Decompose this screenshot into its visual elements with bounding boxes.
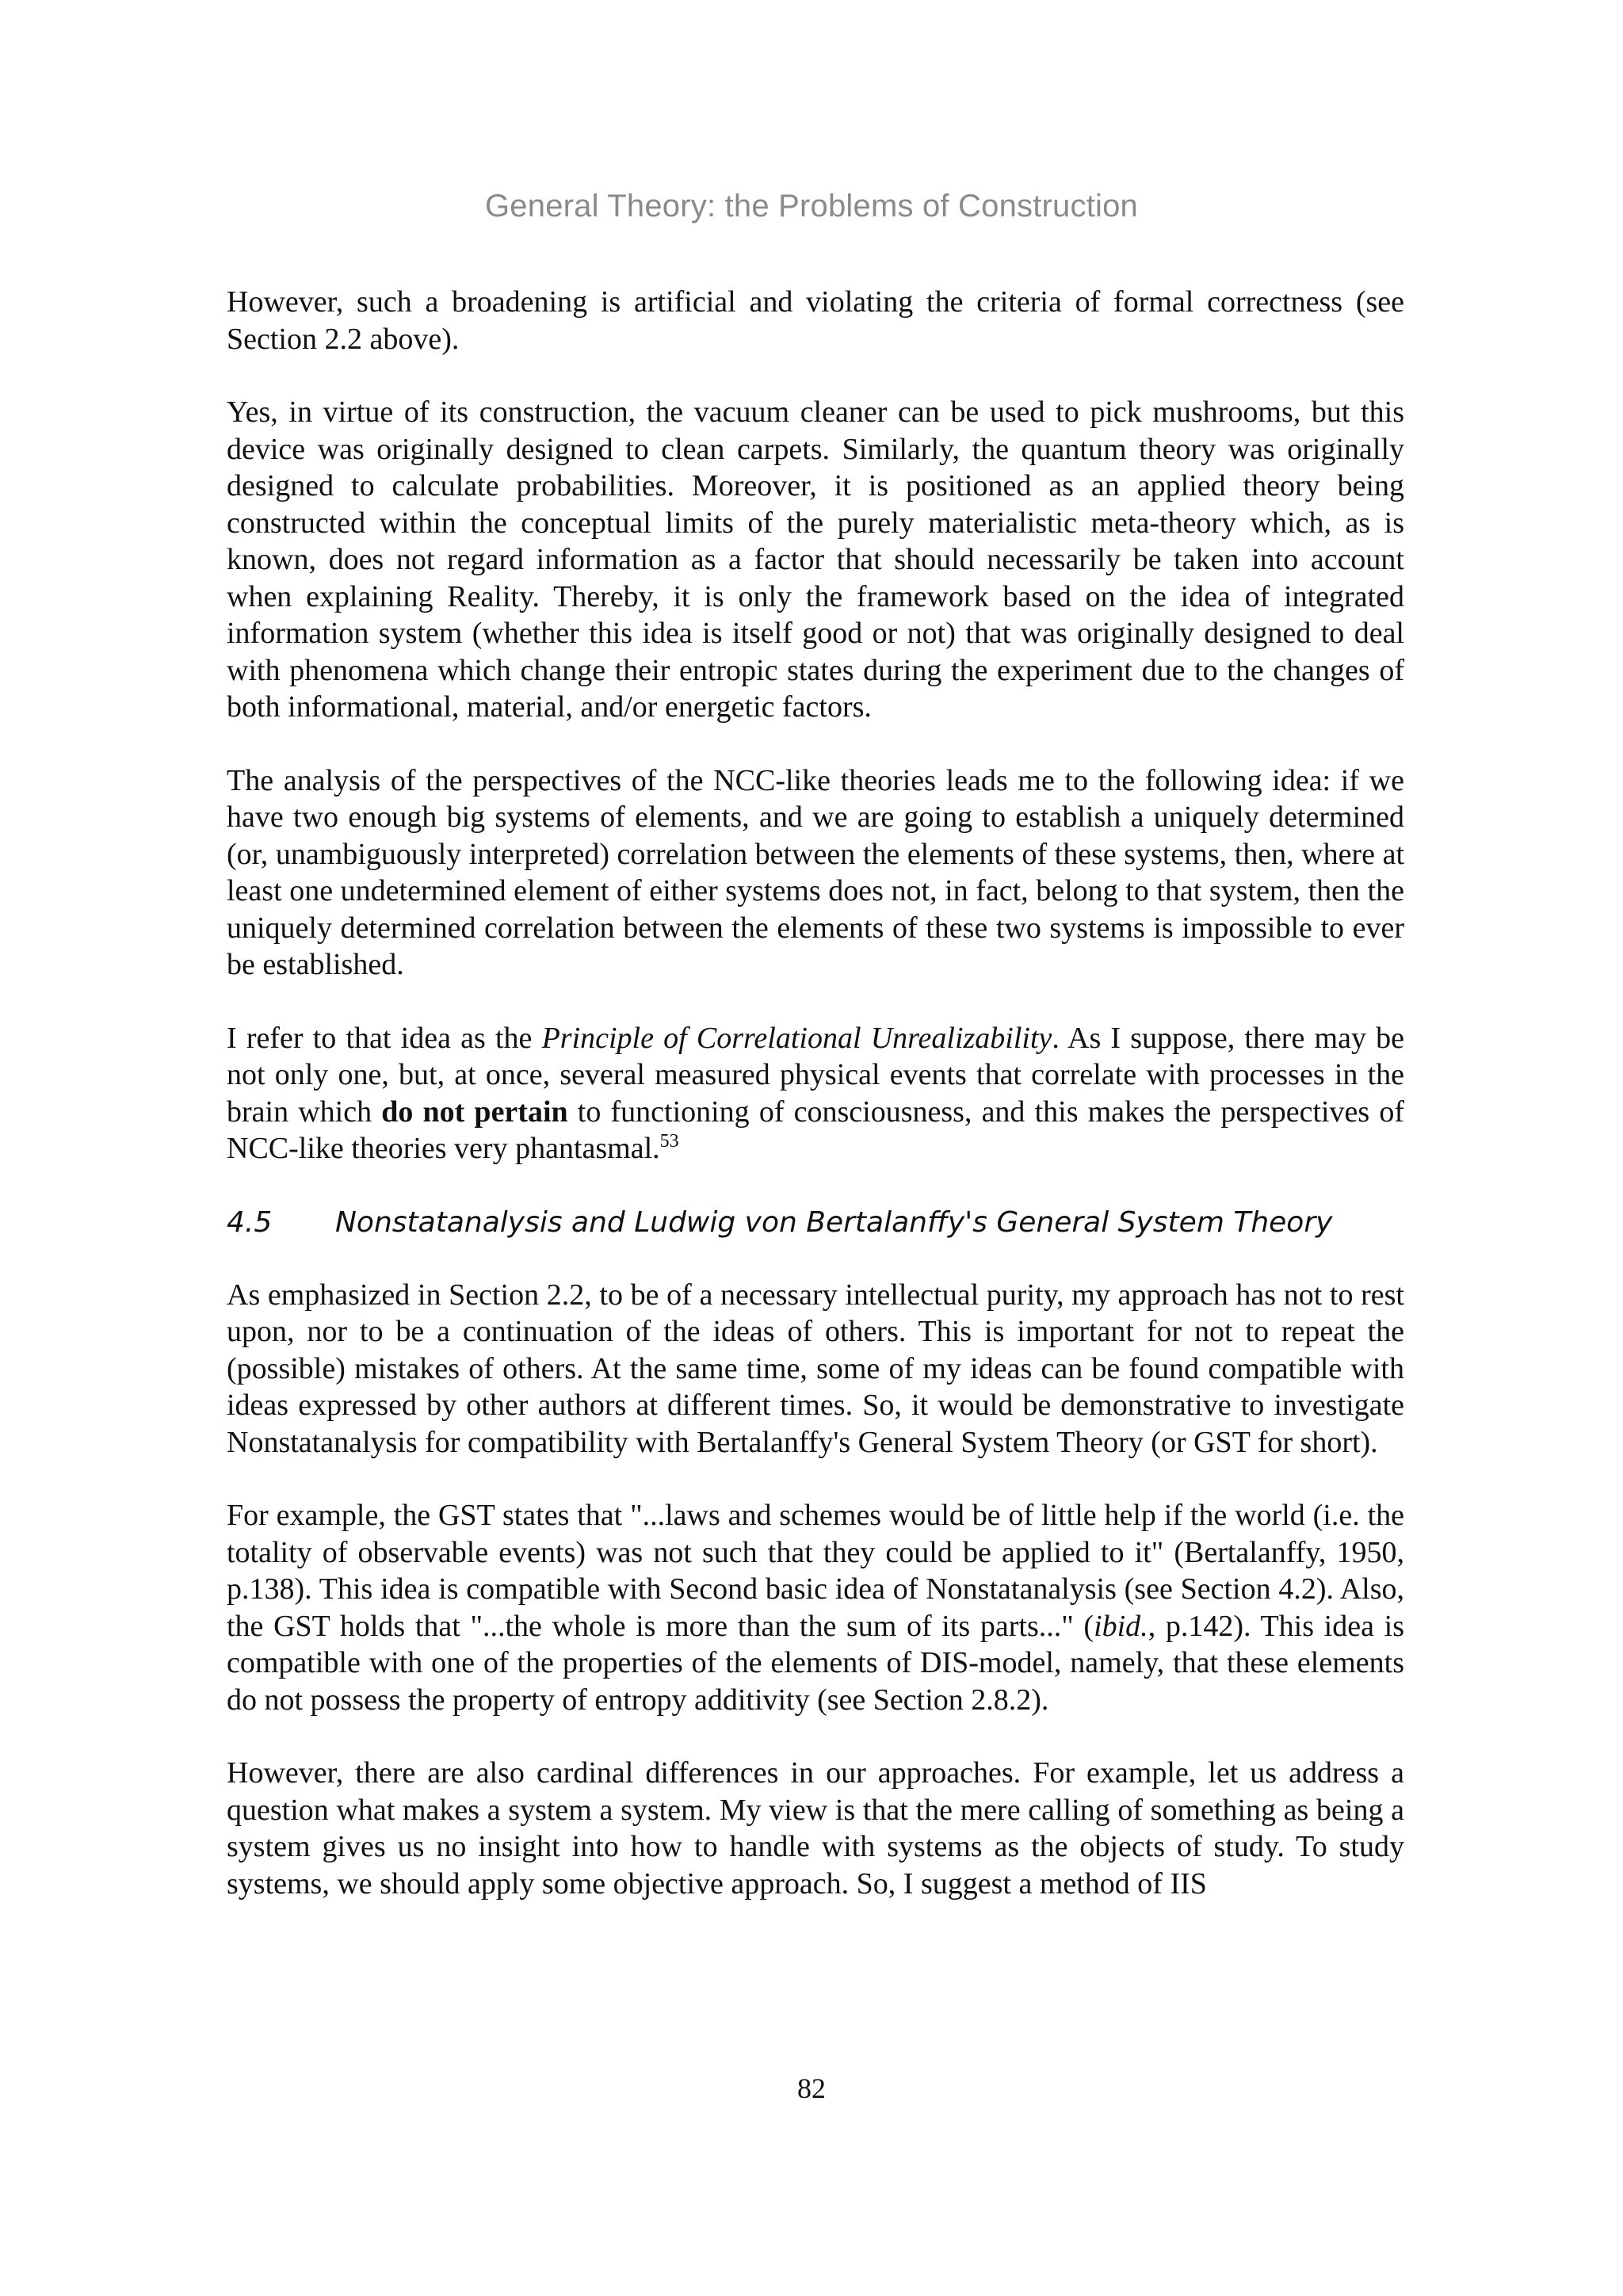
principle-term: Principle of Correlational Unrealizability	[541, 1021, 1052, 1055]
page-body	[227, 284, 1404, 1902]
paragraph-principle	[227, 1020, 1404, 1167]
paragraph-intellectual-purity: As emphasized in Section 2.2, to be of a necessary intellectual purity, my approach has not to rest upon, nor to be a continuation of the ideas of others. This is important for not to repeat the (possible) mistakes of others. At the same time, some of my ideas can be found compatible with ideas expressed by other authors at different times. So, it would be demonstrative to investigate Nonstatanalysis for compatibility with Bertalanffy's General System Theory (or GST for short).	[227, 1278, 1404, 1459]
citation-ibid: ibid.	[1094, 1609, 1148, 1643]
page-number: 82	[797, 2073, 826, 2104]
text-run: I refer to that idea as the	[227, 1021, 542, 1055]
paragraph-differences: However, there are also cardinal differences in our approaches. For example, let us address a question what makes a system a system. My view is that the mere calling of something as being a system gives us no insight into how to handle with systems as the objects of study. To study systems, we should apply some objective approach. So, I suggest a method of IIS	[227, 1756, 1404, 1901]
section-number: 4.5	[227, 1205, 273, 1239]
text-run: For example, the GST states that "...laws and schemes would be of little help if the world (i.e. the totality of observable events) was not such that they could be applied to it" (Bertalanffy, 1950, p.138). This idea is compatible with Second basic idea of Nonstatanalysis (see Section 4.2). Also, the GST holds that "...the whole is more than the sum of its parts..." (	[227, 1499, 1404, 1643]
paragraph-ncc-analysis: The analysis of the perspectives of the NCC-like theories leads me to the following idea: if we have two enough big systems of elements, and we are going to establish a uniquely determined (or, unambiguously interpreted) correlation between the elements of these systems, then, where at least one undetermined element of either systems does not, in fact, belong to that system, then the uniquely determined correlation between the elements of these two systems is impossible to ever be established.	[227, 763, 1404, 981]
section-heading	[227, 1204, 1404, 1242]
text-run: , p.142). This idea is compatible with one of the properties of the elements of DIS-model, namely, that these elements do not possess the property of entropy additivity (see Section 2.8.2).	[227, 1609, 1404, 1717]
paragraph-vacuum-cleaner: Yes, in virtue of its construction, the vacuum cleaner can be used to pick mushrooms, but this device was originally designed to clean carpets. Similarly, the quantum theory was originally designed to calculate probabilities. Moreover, it is positioned as an applied theory being constructed within the conceptual limits of the purely materialistic meta-theory which, as is known, does not regard information as a factor that should necessarily be taken into account when explaining Reality. Thereby, it is only the framework based on the idea of integrated information system (whether this idea is itself good or not) that was originally designed to deal with phenomena which change their entropic states during the experiment due to the changes of both informational, material, and/or energetic factors.	[227, 395, 1404, 724]
section-title: Nonstatanalysis and Ludwig von Bertalanffy's General System Theory	[335, 1205, 1333, 1239]
paragraph-broadening: However, such a broadening is artificial and violating the criteria of formal correctness (see Section 2.2 above).	[227, 285, 1404, 356]
paragraph-gst-example	[227, 1497, 1404, 1718]
running-header: General Theory: the Problems of Construction	[484, 189, 1138, 223]
text-run: . As I suppose, there may be not only one, but, at once, several measured physical events that correlate with processes in the brain which	[227, 1021, 1404, 1129]
footnote-marker[interactable]: 53	[659, 1131, 679, 1152]
emphasis-do-not-pertain: do not pertain	[381, 1095, 568, 1129]
text-run: to functioning of consciousness, and this makes the perspectives of NCC-like theories very phantasmal.	[227, 1095, 1405, 1165]
